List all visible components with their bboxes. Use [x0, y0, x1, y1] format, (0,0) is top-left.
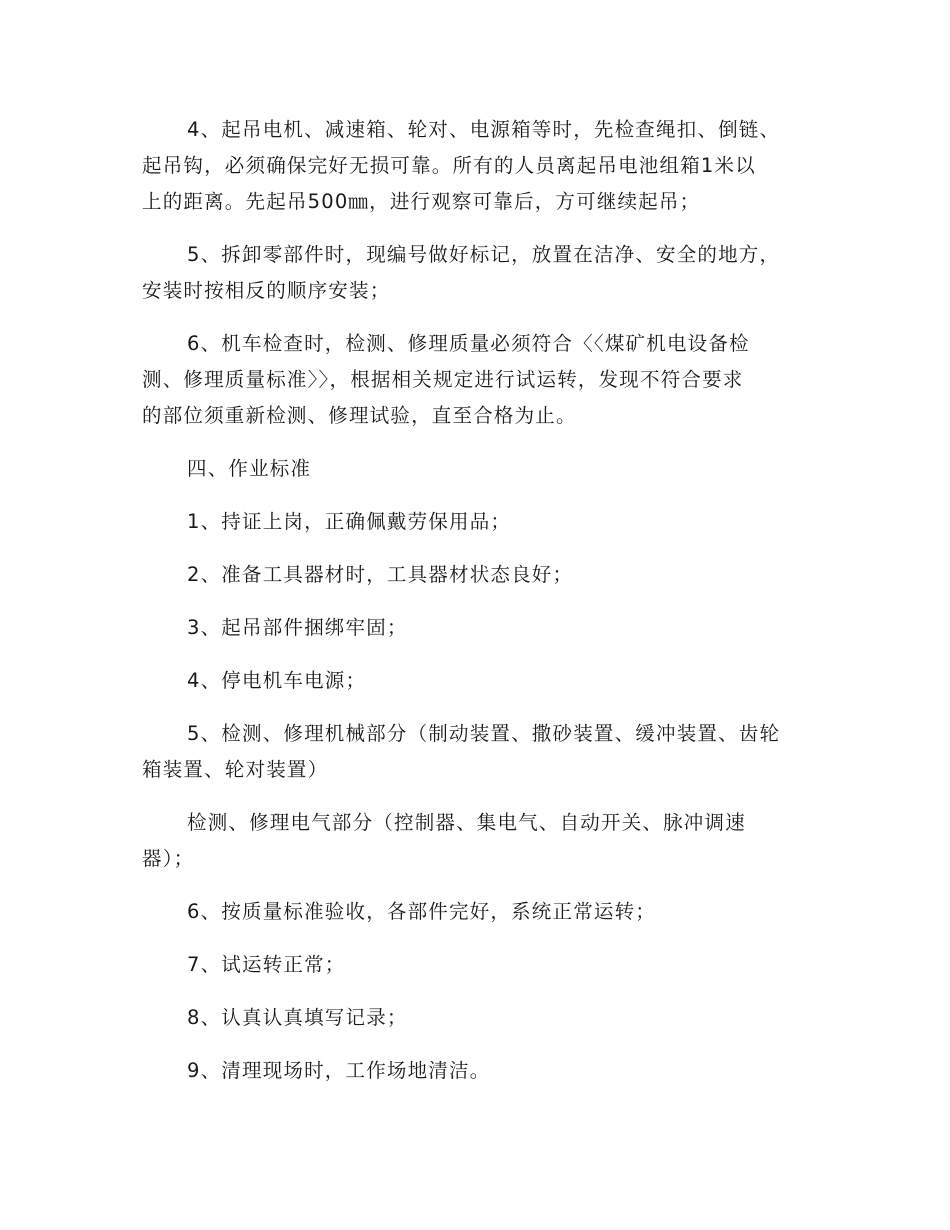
text-line: 箱装置、轮对装置） — [142, 758, 329, 781]
text-line: 3、起吊部件捆绑牢固； — [187, 616, 408, 639]
text-line: 6、机车检查时，检测、修理质量必须符合〈〈煤矿机电设备检 — [187, 332, 750, 355]
text-line: 上的距离。先起吊500㎜，进行观察可靠后，方可继续起吊； — [142, 190, 701, 213]
list-item — [142, 716, 808, 788]
text-line: 起吊钩，必须确保完好无损可靠。所有的人员离起吊电池组箱1米以 — [142, 154, 756, 177]
paragraph-disassembly — [142, 237, 808, 309]
text-line: 1、持证上岗，正确佩戴劳保用品； — [187, 510, 512, 533]
text-line: 5、检测、修理机械部分（制动装置、撒砂装置、缓冲装置、齿轮 — [187, 722, 781, 745]
text-line: 4、停电机车电源； — [187, 669, 367, 692]
list-item — [142, 805, 808, 877]
list-item — [142, 504, 808, 540]
heading-text: 四、作业标准 — [187, 457, 312, 480]
paragraph-inspection — [142, 326, 808, 434]
text-line: 安装时按相反的顺序安装； — [142, 279, 391, 302]
list-item — [142, 557, 808, 593]
text-line: 2、准备工具器材时，工具器材状态良好； — [187, 563, 574, 586]
section-heading — [142, 451, 808, 487]
text-line: 7、试运转正常； — [187, 953, 346, 976]
list-item — [142, 947, 808, 983]
document-page — [142, 112, 808, 1106]
text-line: 测、修理质量标准〉〉，根据相关规定进行试运转，发现不符合要求 — [142, 368, 744, 391]
text-line: 器）； — [142, 847, 195, 870]
list-item — [142, 610, 808, 646]
text-line: 8、认真认真填写记录； — [187, 1006, 408, 1029]
text-line: 的部位须重新检测、修理试验，直至合格为止。 — [142, 404, 577, 427]
list-item — [142, 894, 808, 930]
text-line: 6、按质量标准验收，各部件完好，系统正常运转； — [187, 900, 657, 923]
list-item — [142, 663, 808, 699]
text-line: 9、清理现场时，工作场地清洁。 — [187, 1059, 491, 1082]
paragraph-lifting-check — [142, 112, 808, 220]
list-item — [142, 1053, 808, 1089]
text-line: 4、起吊电机、减速箱、轮对、电源箱等时，先检查绳扣、倒链、 — [187, 118, 781, 141]
list-item — [142, 1000, 808, 1036]
text-line: 5、拆卸零部件时，现编号做好标记，放置在洁净、安全的地方， — [187, 243, 781, 266]
text-line: 检测、修理电气部分（控制器、集电气、自动开关、脉冲调速 — [187, 811, 746, 834]
